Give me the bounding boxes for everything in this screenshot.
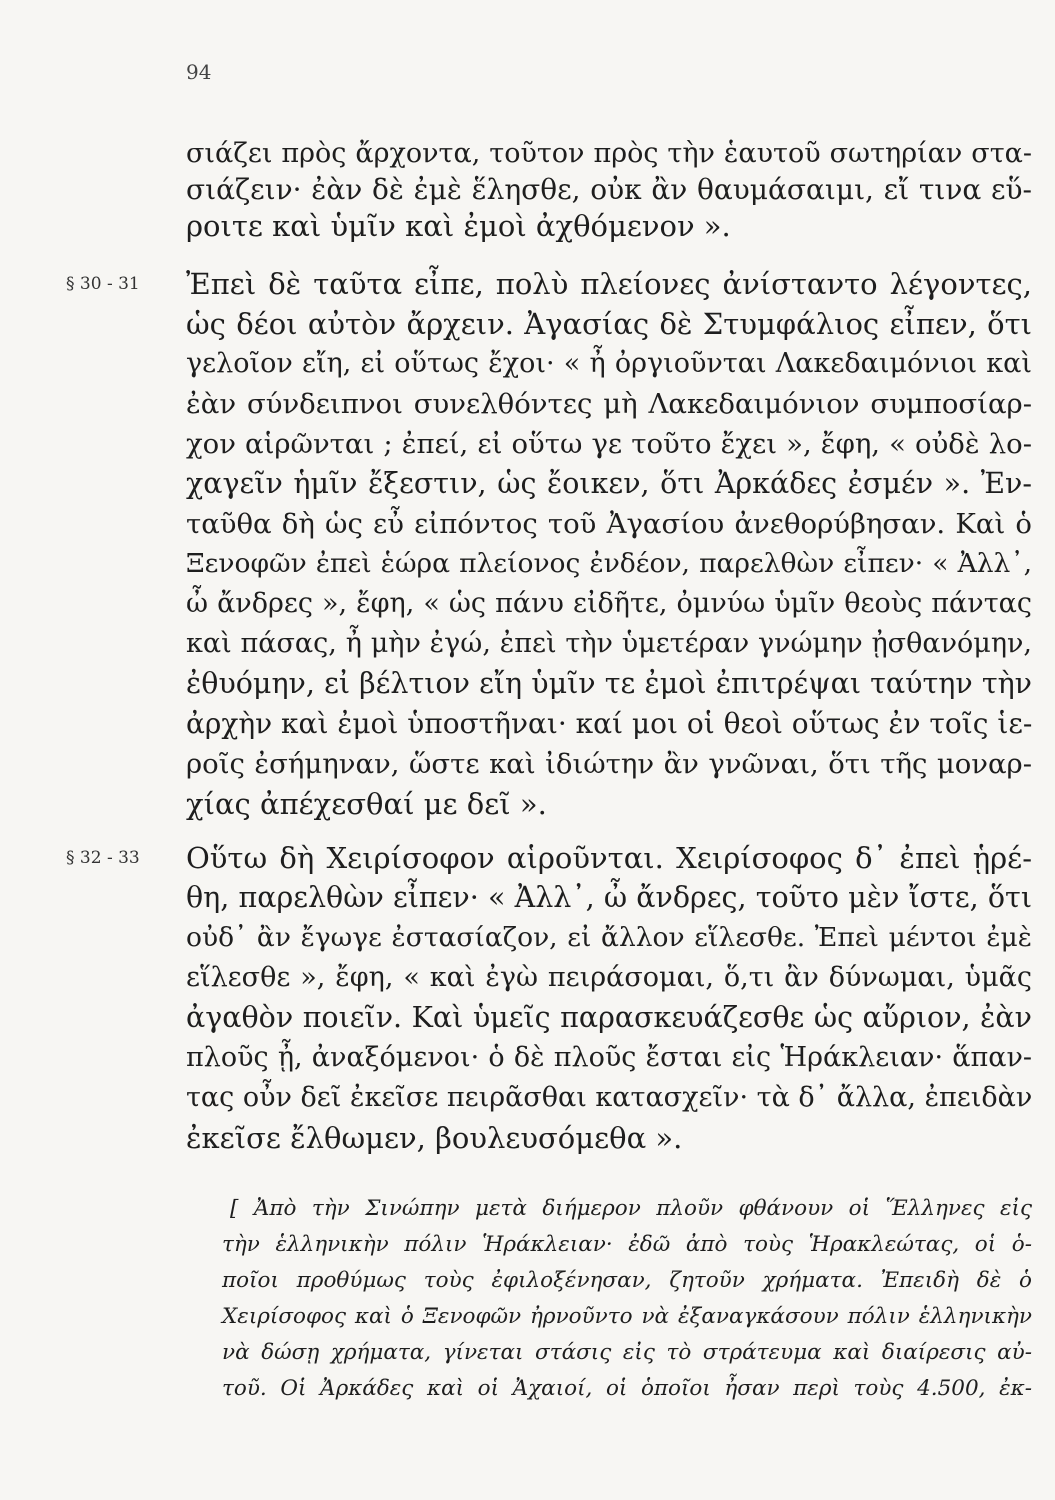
page-number: 94 <box>186 60 212 84</box>
text-line: εἵλεσθε », ἔφη, « καὶ ἐγὼ πειράσομαι, ὅ,τι ἂν δύνωμαι, ὑμᾶς <box>186 962 1032 993</box>
section-reference: § 30 - 31 <box>66 274 140 294</box>
note-line: Χειρίσοφος καὶ ὁ Ξενοφῶν ἠρνοῦντο νὰ ἐξαναγκάσουν πόλιν ἑλληνικὴν <box>222 1304 1032 1329</box>
text-line: ἐὰν σύνδειπνοι συνελθόντες μὴ Λακεδαιμόνιον συμποσίαρ- <box>186 388 1032 420</box>
note-line: νὰ δώσῃ χρήματα, γίνεται στάσις εἰς τὸ στράτευμα καὶ διαίρεσις αὐ- <box>222 1340 1032 1365</box>
text-line: σιάζει πρὸς ἄρχοντα, τοῦτον πρὸς τὴν ἑαυτοῦ σωτηρίαν στα- <box>186 138 1032 169</box>
note-line: ποῖοι προθύμως τοὺς ἐφιλοξένησαν, ζητοῦν χρήματα. Ἐπειδὴ δὲ ὁ <box>222 1268 1032 1293</box>
text-line: καὶ πάσας, ἦ μὴν ἐγώ, ἐπεὶ τὴν ὑμετέραν γνώμην ᾐσθανόμην, <box>186 628 1032 659</box>
text-line: ταῦθα δὴ ὡς εὖ εἰπόντος τοῦ Ἀγασίου ἀνεθορύβησαν. Καὶ ὁ <box>186 508 1032 540</box>
text-line: σιάζειν· ἐὰν δὲ ἐμὲ ἕλησθε, οὐκ ἂν θαυμάσαιμι, εἴ τινα εὕ- <box>186 173 1032 206</box>
text-line: χαγεῖν ἡμῖν ἔξεστιν, ὡς ἔοικεν, ὅτι Ἀρκάδες ἐσμέν ». Ἐν- <box>186 467 1032 500</box>
text-line: χον αἱρῶνται ; ἐπεί, εἰ οὕτω γε τοῦτο ἔχει », ἔφη, « οὐδὲ λο- <box>186 428 1032 460</box>
note-line: [ Ἀπὸ τὴν Σινώπην μετὰ διήμερον πλοῦν φθάνουν οἱ Ἕλληνες εἰς <box>230 1196 1032 1221</box>
text-line: ροιτε καὶ ὑμῖν καὶ ἐμοὶ ἀχθόμενον ». <box>186 209 731 243</box>
note-line: τοῦ. Οἱ Ἀρκάδες καὶ οἱ Ἀχαιοί, οἱ ὁποῖοι ἦσαν περὶ τοὺς 4.500, ἐκ- <box>222 1376 1032 1401</box>
text-line: πλοῦς ᾖ, ἀναξόμενοι· ὁ δὲ πλοῦς ἔσται εἰς Ἡράκλειαν· ἅπαν- <box>186 1042 1032 1073</box>
text-line: χίας ἀπέχεσθαί με δεῖ ». <box>186 787 547 821</box>
text-line: ἀγαθὸν ποιεῖν. Καὶ ὑμεῖς παρασκευάζεσθε ὡς αὔριον, ἐὰν <box>186 1001 1032 1034</box>
text-line: θη, παρελθὼν εἶπεν· « Ἀλλ᾽, ὦ ἄνδρες, τοῦτο μὲν ἴστε, ὅτι <box>186 881 1032 914</box>
text-line: ὡς δέοι αὐτὸν ἄρχειν. Ἀγασίας δὲ Στυμφάλιος εἶπεν, ὅτι <box>186 307 1032 341</box>
text-line: ἐθυόμην, εἰ βέλτιον εἴη ὑμῖν τε ἐμοὶ ἐπιτρέψαι ταύτην τὴν <box>186 667 1032 700</box>
text-line: Οὕτω δὴ Χειρίσοφον αἱροῦνται. Χειρίσοφος δ᾽ ἐπεὶ ᾑρέ- <box>186 841 1032 875</box>
text-line: Ἐπεὶ δὲ ταῦτα εἶπε, πολὺ πλείονες ἀνίσταντο λέγοντες, <box>186 267 1032 301</box>
section-reference: § 32 - 33 <box>66 848 140 868</box>
text-line: Ξενοφῶν ἐπεὶ ἑώρα πλείονος ἐνδέον, παρελθὼν εἶπεν· « Ἀλλ᾽, <box>186 548 1032 579</box>
text-line: οὐδ᾽ ἂν ἔγωγε ἐστασίαζον, εἰ ἄλλον εἵλεσθε. Ἐπεὶ μέντοι ἐμὲ <box>186 922 1032 953</box>
text-line: ὦ ἄνδρες », ἔφη, « ὡς πάνυ εἰδῆτε, ὀμνύω ὑμῖν θεοὺς πάντας <box>186 588 1032 619</box>
text-line: ἀρχὴν καὶ ἐμοὶ ὑποστῆναι· καί μοι οἱ θεοὶ οὕτως ἐν τοῖς ἱε- <box>186 707 1033 740</box>
text-line: ροῖς ἐσήμηναν, ὥστε καὶ ἰδιώτην ἂν γνῶναι, ὅτι τῆς μοναρ- <box>186 748 1032 780</box>
text-line: τας οὖν δεῖ ἐκεῖσε πειρᾶσθαι κατασχεῖν· τὰ δ᾽ ἄλλα, ἐπειδὰν <box>186 1082 1033 1113</box>
text-line: γελοῖον εἴη, εἰ οὕτως ἔχοι· « ἦ ὀργιοῦνται Λακεδαιμόνιοι καὶ <box>186 348 1032 379</box>
text-line: ἐκεῖσε ἔλθωμεν, βουλευσόμεθα ». <box>186 1121 683 1155</box>
note-line: τὴν ἑλληνικὴν πόλιν Ἡράκλειαν· ἐδῶ ἀπὸ τοὺς Ἡρακλεώτας, οἱ ὁ- <box>222 1232 1032 1257</box>
